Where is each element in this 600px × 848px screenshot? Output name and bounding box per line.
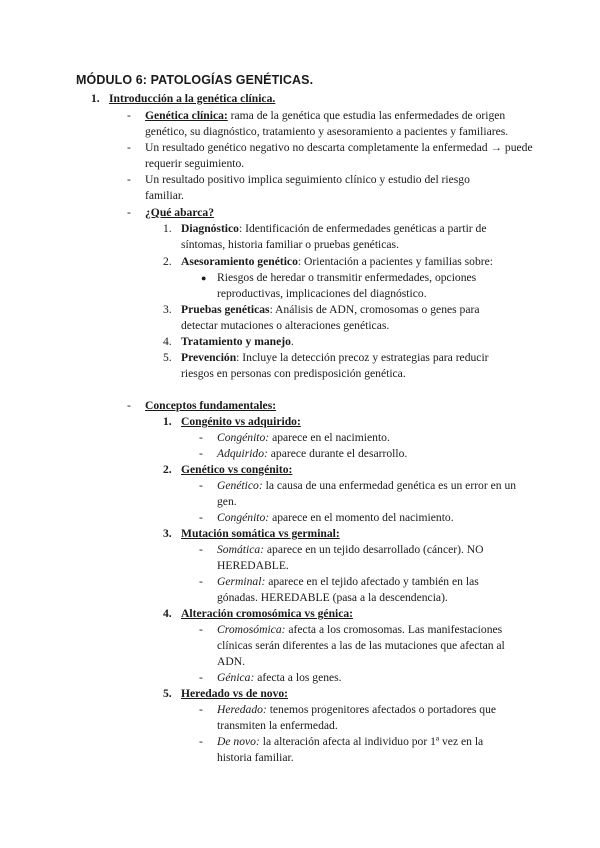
item-text: : Identificación de enfermedades genéticas a partir de síntomas, historia familiar o pruebas genéticas. — [181, 222, 487, 252]
section-heading-text: Introducción a la genética clínica. — [109, 92, 276, 105]
concept-term: Congénito: — [217, 431, 270, 444]
item-text: Un resultado genético negativo no descarta completamente la enfermedad → puede requerir seguimiento. — [145, 141, 533, 171]
list-number: 3. — [163, 303, 172, 316]
group-heading-somatica-germinal — [181, 526, 340, 542]
list-marker: - — [199, 431, 203, 444]
document-title: MÓDULO 6: PATOLOGÍAS GENÉTICAS. — [76, 73, 314, 87]
list-marker: - — [199, 511, 203, 524]
abarca-item-pruebas — [181, 302, 511, 334]
que-abarca-heading — [145, 205, 214, 221]
abarca-item-prevencion — [181, 350, 521, 382]
item-text: . — [290, 335, 294, 348]
list-marker: - — [199, 735, 203, 748]
list-marker: - — [127, 109, 131, 122]
list-number: 4. — [163, 335, 172, 348]
concept-term: De novo: — [217, 735, 260, 748]
item-text: : Incluye la detección precoz y estrategias para reducir riesgos en personas con predisposición genética. — [181, 351, 489, 381]
group-number: 1. — [163, 415, 172, 428]
bullet-dot: ● — [201, 273, 207, 283]
group-number: 4. — [163, 607, 172, 620]
concept-term: Genético: — [217, 479, 263, 492]
list-number: 5. — [163, 351, 172, 364]
concept-text: afecta a los genes. — [254, 671, 342, 684]
concept-item — [217, 478, 522, 510]
concept-item — [217, 542, 502, 574]
abarca-item-tratamiento — [181, 334, 511, 350]
concept-text: aparece en el tejido afectado y también en las gónadas. HEREDABLE (pasa a la descendencia). — [217, 575, 479, 605]
list-marker: - — [199, 575, 203, 588]
concept-term: Germinal: — [217, 575, 266, 588]
abarca-subitem-riesgos — [217, 270, 507, 302]
list-marker: - — [127, 141, 131, 154]
conceptos-heading — [145, 398, 276, 414]
group-heading-heredado-denovo — [181, 686, 288, 702]
list-marker: - — [127, 173, 131, 186]
group-heading-text: Heredado vs de novo: — [181, 687, 289, 700]
item-text: Un resultado positivo implica seguimiento clínico y estudio del riesgo familiar. — [145, 173, 470, 203]
group-heading-genetico-congenito — [181, 462, 292, 478]
concept-term: Somática: — [217, 543, 265, 556]
group-heading-text: Mutación somática vs germinal: — [181, 527, 340, 540]
concept-text: la alteración afecta al individuo por 1ª vez en la historia familiar. — [217, 735, 484, 765]
item-text: Riesgos de heredar o transmitir enfermedades, opciones reproductivas, implicaciones del diagnóstico. — [217, 271, 477, 301]
abarca-item-asesoramiento — [181, 254, 526, 270]
list-marker: - — [199, 479, 203, 492]
concept-text: la causa de una enfermedad genética es un error en un gen. — [217, 479, 517, 509]
concept-item — [217, 670, 517, 686]
concept-item — [217, 446, 517, 462]
list-item-resultado-negativo — [145, 140, 533, 172]
group-number: 3. — [163, 527, 172, 540]
concept-item — [217, 622, 523, 671]
list-marker: - — [127, 399, 131, 412]
list-marker: - — [199, 671, 203, 684]
term: Prevención — [181, 351, 237, 364]
group-heading-text: Genético vs congénito: — [181, 463, 293, 476]
group-heading-text: Alteración cromosómica vs génica: — [181, 607, 354, 620]
list-number: 2. — [163, 255, 172, 268]
que-abarca-heading-text: ¿Qué abarca? — [145, 206, 215, 219]
concept-text: aparece en un tejido desarrollado (cáncer). NO HEREDABLE. — [217, 543, 484, 573]
concept-term: Adquirido: — [217, 447, 268, 460]
concept-text: aparece durante el desarrollo. — [267, 447, 408, 460]
concept-item — [217, 734, 517, 766]
list-marker: - — [199, 447, 203, 460]
item-text: : Orientación a pacientes y familias sobre: — [297, 255, 493, 268]
term: Tratamiento y manejo — [181, 335, 291, 348]
list-item-genetica-clinica — [145, 108, 535, 140]
concept-text: aparece en el nacimiento. — [269, 431, 390, 444]
concept-item — [217, 702, 517, 734]
term: Asesoramiento genético — [181, 255, 298, 268]
term: Pruebas genéticas — [181, 303, 270, 316]
list-marker: - — [199, 543, 203, 556]
concept-text: aparece en el momento del nacimiento. — [269, 511, 454, 524]
list-marker: - — [127, 206, 131, 219]
concept-item — [217, 430, 517, 446]
list-marker: - — [199, 703, 203, 716]
concept-term: Cromosómica: — [217, 623, 286, 636]
concept-term: Heredado: — [217, 703, 267, 716]
concept-text: tenemos progenitores afectados o portadores que transmiten la enfermedad. — [217, 703, 497, 733]
list-marker: - — [199, 623, 203, 636]
list-item-resultado-positivo — [145, 172, 490, 204]
concept-item — [217, 574, 512, 606]
item-text: : Análisis de ADN, cromosomas o genes para detectar mutaciones o alteraciones genéticas. — [181, 303, 480, 333]
group-number: 2. — [163, 463, 172, 476]
concept-item — [217, 510, 522, 526]
group-heading-congenito-adquirido — [181, 414, 301, 430]
concept-text: afecta a los cromosomas. Las manifestaciones clínicas serán diferentes a las de las mutaciones que afectan al ADN. — [217, 623, 505, 669]
section-number: 1. — [91, 92, 100, 105]
concept-term: Génica: — [217, 671, 255, 684]
list-number: 1. — [163, 222, 172, 235]
group-heading-cromosomica-genica — [181, 606, 353, 622]
conceptos-heading-text: Conceptos fundamentales: — [145, 399, 277, 412]
item-text: rama de la genética que estudia las enfermedades de origen genético, su diagnóstico, tratamiento y asesoramiento a pacientes y familiares. — [145, 109, 509, 139]
term-genetica-clinica: Genética clínica: — [145, 109, 228, 122]
group-number: 5. — [163, 687, 172, 700]
concept-term: Congénito: — [217, 511, 270, 524]
group-heading-text: Congénito vs adquirido: — [181, 415, 301, 428]
term: Diagnóstico — [181, 222, 239, 235]
section-heading — [109, 91, 275, 107]
abarca-item-diagnostico — [181, 221, 516, 253]
